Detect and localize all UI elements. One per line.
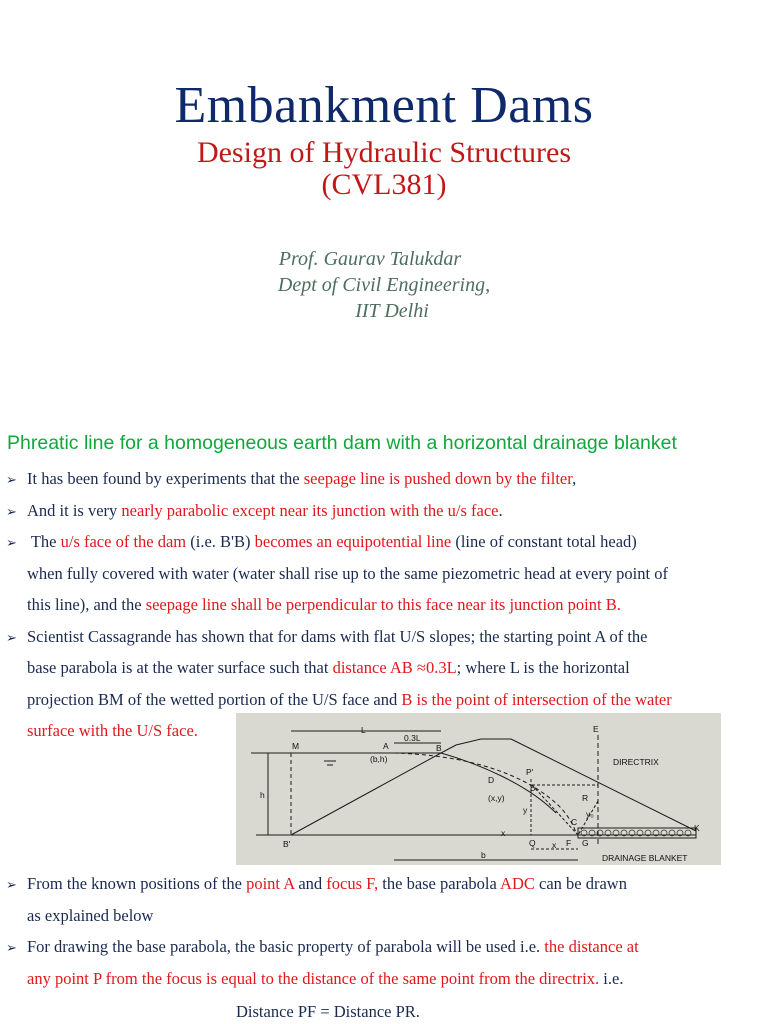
bullet-4-line-3: projection BM of the wetted portion of the U/S face and B is the point of intersection of the water — [27, 689, 672, 709]
figure-label-drainage-blanket: DRAINAGE BLANKET — [602, 853, 688, 863]
figure-label-l: L — [361, 725, 366, 735]
figure-label-q: Q — [529, 838, 536, 848]
author-institute: IIT Delhi — [355, 300, 429, 322]
arrow-bullet-icon: ➢ — [6, 504, 17, 520]
figure-label-p-prime: P' — [526, 767, 534, 777]
bullet-6-line-2: any point P from the focus is equal to the distance of the same point from the directrix. i.e. — [27, 968, 624, 988]
bullet-3-line-3: this line), and the seepage line shall be perpendicular to this face near its junction point B. — [27, 595, 621, 614]
dam-cross-section-diagram — [236, 713, 721, 865]
bullet-6: ➢ For drawing the base parabola, the basic property of parabola will be used i.e. the distance at — [6, 931, 764, 963]
bullet-3-line-2: when fully covered with water (water shall rise up to the same piezometric head at every point of — [27, 563, 668, 583]
author-name: Prof. Gaurav Talukdar — [278, 248, 462, 270]
figure-label-r: R — [582, 793, 589, 803]
figure-label-a: A — [383, 741, 389, 751]
bullet-list-bottom — [6, 868, 764, 994]
author-block — [0, 246, 768, 324]
figure-label-y0: y₀ — [586, 809, 594, 819]
figure-label-b: B — [436, 743, 442, 753]
arrow-bullet-icon: ➢ — [6, 941, 17, 956]
bullet-3: ➢ The u/s face of the dam (i.e. B'B) becomes an equipotential line (line of constant total head) — [6, 526, 764, 558]
figure-label-h: h — [260, 790, 265, 800]
title-block — [0, 76, 768, 200]
course-title: Design of Hydraulic Structures — [196, 136, 572, 169]
bullet-4-line-2: base parabola is at the water surface such that distance AB ≈0.3L; where L is the horizontal — [27, 658, 630, 677]
figure-label-c: C — [571, 817, 578, 827]
figure-label-0-3l: 0.3L — [404, 733, 421, 743]
figure-label-f: F — [566, 838, 572, 848]
figure-label-m: M — [292, 741, 300, 751]
figure-label-d: D — [488, 775, 495, 785]
slide-title: Embankment Dams — [174, 77, 594, 134]
bullet-2: ➢ And it is very nearly parabolic except near its junction with the u/s face. — [6, 495, 764, 527]
figure-label-xy: (x,y) — [488, 793, 505, 803]
figure-label-p: P — [530, 785, 536, 795]
figure-label-x-axis: x — [501, 828, 506, 838]
figure-label-b-prime: B' — [283, 839, 291, 849]
figure-label-b-dim: b — [481, 850, 486, 860]
arrow-bullet-icon: ➢ — [6, 630, 17, 646]
author-department: Dept of Civil Engineering, — [277, 274, 491, 296]
figure-label-y: y — [523, 805, 528, 815]
bullet-4: ➢ Scientist Cassagrande has shown that for dams with flat U/S slopes; the starting point A of the — [6, 621, 764, 653]
dam-cross-section-figure — [236, 713, 721, 865]
arrow-bullet-icon: ➢ — [6, 536, 17, 551]
arrow-bullet-icon: ➢ — [6, 878, 17, 893]
course-code: (CVL381) — [321, 168, 447, 201]
bullet-5-line-2: as explained below — [27, 905, 154, 925]
bullet-5: ➢ From the known positions of the point A and focus F, the base parabola ADC can be drawn — [6, 868, 764, 900]
bullet-list-top — [6, 463, 764, 747]
equation: Distance PF = Distance PR. — [236, 1002, 420, 1021]
figure-label-bh: (b,h) — [370, 754, 388, 764]
section-heading: Phreatic line for a homogeneous earth dam with a horizontal drainage blanket — [7, 432, 677, 454]
figure-label-e: E — [593, 724, 599, 734]
figure-label-directrix: DIRECTRIX — [613, 757, 659, 767]
arrow-bullet-icon: ➢ — [6, 473, 17, 488]
bullet-4-line-4: surface with the U/S face. — [27, 721, 198, 740]
figure-label-k: K — [694, 823, 700, 833]
figure-label-x: x — [552, 840, 557, 850]
figure-label-g: G — [582, 838, 589, 848]
bullet-1: ➢ It has been found by experiments that the seepage line is pushed down by the filter, — [6, 463, 764, 495]
